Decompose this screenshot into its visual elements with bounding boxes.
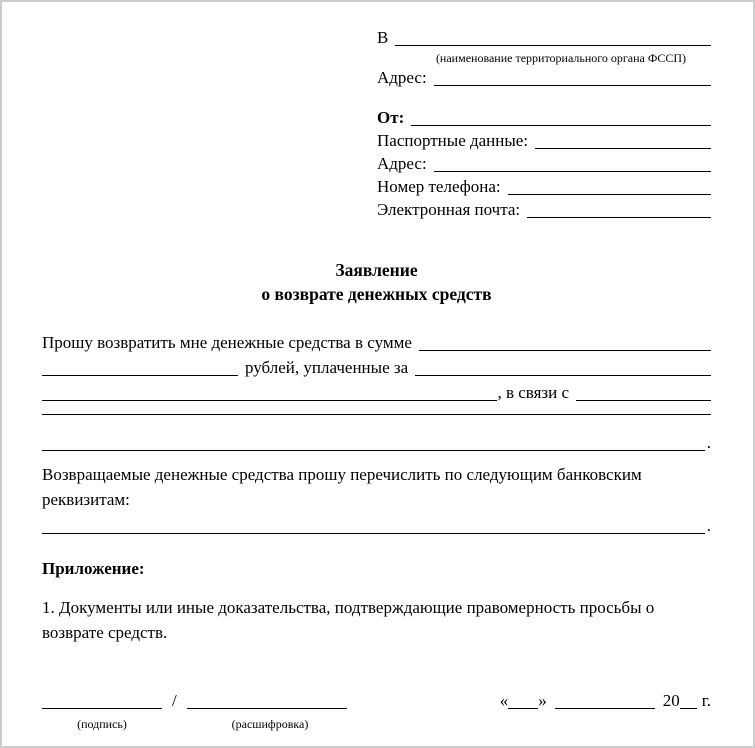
header-gap bbox=[377, 91, 711, 108]
recipient-address-label: Адрес: bbox=[377, 68, 427, 87]
sum-blank bbox=[419, 347, 711, 351]
date-year-blank bbox=[680, 705, 697, 709]
applicant-passport-blank bbox=[535, 145, 711, 149]
document-title-line1: Заявление bbox=[335, 260, 418, 280]
paid-for-blank-2 bbox=[42, 397, 497, 401]
reason-blank-3 bbox=[42, 447, 705, 451]
request-line-3 bbox=[42, 383, 711, 408]
transfer-period: . bbox=[706, 516, 711, 535]
document-title bbox=[42, 258, 711, 306]
recipient-address-blank bbox=[434, 82, 711, 86]
reason-blank bbox=[576, 397, 711, 401]
applicant-phone-label: Номер телефона: bbox=[377, 177, 501, 196]
date-open-quote: « bbox=[499, 691, 509, 710]
applicant-name-blank bbox=[411, 122, 711, 126]
caption-spacer bbox=[162, 717, 190, 732]
recipient-org-row bbox=[377, 28, 711, 51]
request-line-2 bbox=[42, 358, 711, 383]
recipient-to-prefix: В bbox=[377, 28, 389, 47]
applicant-address-row bbox=[377, 154, 711, 177]
document-title-line2: о возврате денежных средств bbox=[261, 284, 492, 304]
date-block bbox=[500, 691, 711, 715]
transfer-text: Возвращаемые денежные средства прошу перечислить по следующим банковским реквизитам: bbox=[42, 465, 642, 509]
signature-captions bbox=[42, 717, 350, 732]
applicant-email-row bbox=[377, 200, 711, 223]
recipient-address-row bbox=[377, 68, 711, 91]
signature-blank bbox=[42, 705, 162, 709]
signature-name-blank bbox=[187, 705, 347, 709]
applicant-from-row bbox=[377, 108, 711, 131]
request-period: . bbox=[706, 433, 711, 452]
date-year-prefix: 20 bbox=[662, 691, 680, 710]
signature-row bbox=[42, 691, 350, 715]
bank-details-row bbox=[42, 513, 711, 540]
applicant-address-blank bbox=[434, 168, 711, 172]
applicant-phone-blank bbox=[508, 191, 711, 195]
footer bbox=[42, 691, 711, 732]
request-text-reason: , в связи с bbox=[497, 383, 569, 402]
applicant-phone-row bbox=[377, 177, 711, 200]
attachment-item-1: 1. Документы или иные доказательства, подтверждающие правомерность просьбы о возврате средств. bbox=[42, 598, 655, 642]
date-day-blank bbox=[508, 705, 538, 709]
applicant-email-blank bbox=[527, 214, 711, 218]
reason-blank-2 bbox=[42, 411, 711, 415]
signature-block bbox=[42, 691, 350, 732]
date-close-quote: » bbox=[538, 691, 547, 710]
request-line-1 bbox=[42, 333, 711, 358]
recipient-block bbox=[377, 28, 711, 223]
request-paragraph bbox=[42, 333, 711, 458]
date-month-blank bbox=[555, 705, 655, 709]
request-text-sum: Прошу возвратить мне денежные средства в сумме bbox=[42, 333, 412, 352]
applicant-address-label: Адрес: bbox=[377, 154, 427, 173]
request-line-5 bbox=[42, 433, 711, 458]
signature-caption: (подпись) bbox=[77, 717, 127, 731]
name-caption: (расшифровка) bbox=[231, 717, 309, 731]
transfer-paragraph bbox=[42, 462, 711, 540]
date-year-suffix: г. bbox=[701, 691, 711, 710]
signature-slash: / bbox=[172, 691, 177, 710]
attachment-heading: Приложение: bbox=[42, 559, 145, 578]
recipient-org-caption: (наименование территориального органа ФССП) bbox=[435, 51, 687, 65]
bank-details-blank bbox=[42, 530, 705, 534]
applicant-passport-label: Паспортные данные: bbox=[377, 131, 529, 150]
recipient-org-blank bbox=[395, 42, 711, 46]
request-line-4 bbox=[42, 408, 711, 433]
sum-words-blank bbox=[42, 372, 238, 376]
paid-for-blank bbox=[415, 372, 711, 376]
applicant-from-label: От: bbox=[377, 108, 405, 127]
applicant-email-label: Электронная почта: bbox=[377, 200, 521, 219]
request-text-paid-for: рублей, уплаченные за bbox=[245, 358, 409, 377]
applicant-passport-row bbox=[377, 131, 711, 154]
